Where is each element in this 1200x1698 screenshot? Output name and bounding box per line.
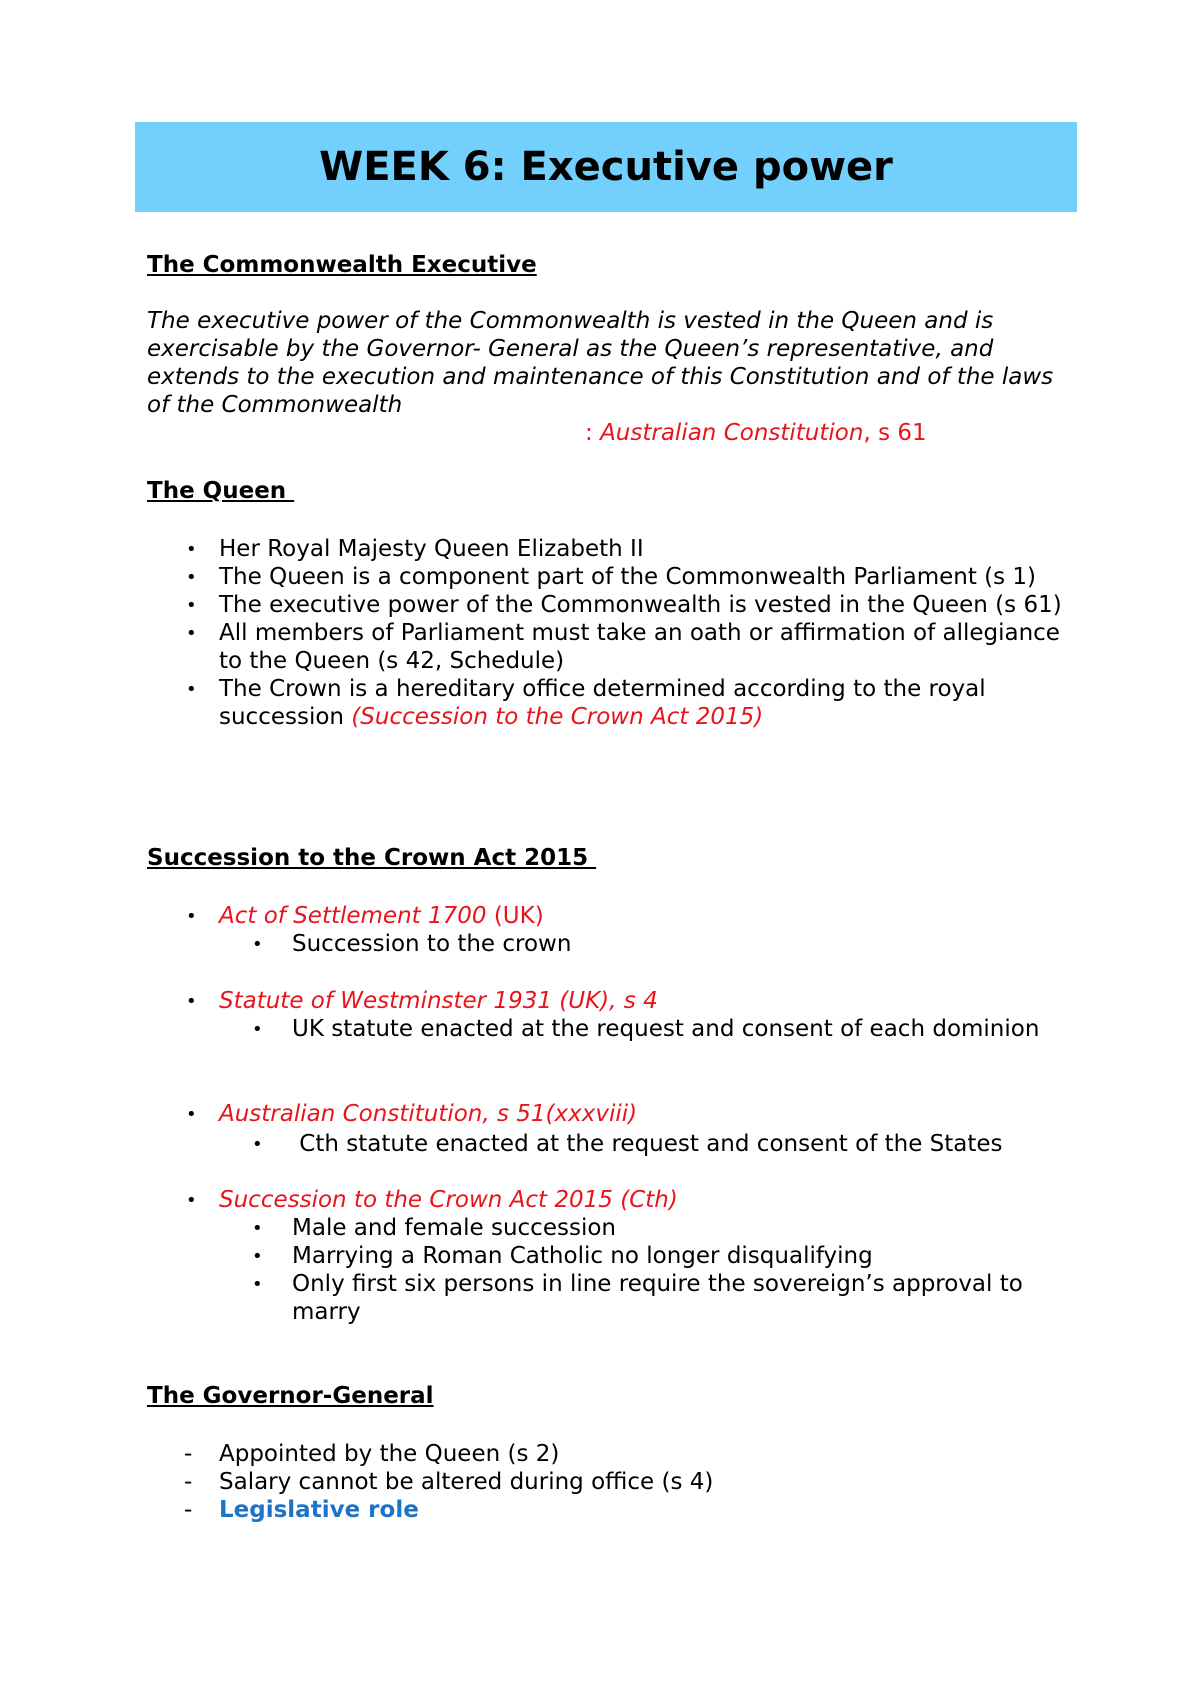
succession-item-3 [186,1100,1074,1128]
list-item [186,591,1074,619]
list-item [252,1214,1072,1242]
bullet-icon: • [186,906,197,927]
bullet-icon: • [186,679,197,700]
list-item [252,1015,1072,1043]
bullet-icon: • [186,1104,197,1125]
quote-citation [585,420,927,446]
bullet-icon: • [186,623,197,644]
act-reference: Succession to the Crown Act 2015 (Cth) [219,1187,678,1213]
act-reference: Statute of Westminster 1931 (UK), s 4 [219,988,658,1014]
governor-general-list [184,1440,1074,1524]
list-item-text: All members of Parliament must take an oath or affirmation of allegiance to the Queen (s 42, Schedule) [219,620,1060,674]
list-item-text: Salary cannot be altered during office (s 4) [219,1469,714,1495]
succession-subitems-4 [252,1214,1072,1326]
bullet-icon: • [252,934,263,955]
dash-icon: - [184,1441,193,1467]
citation-section: , s 61 [863,420,927,446]
list-item [252,930,1072,958]
list-item-text: Appointed by the Queen (s 2) [219,1441,560,1467]
list-item [186,987,1074,1015]
heading-governor-general: The Governor-General [147,1383,434,1409]
act-reference: Act of Settlement 1700 [219,903,487,929]
list-item [186,1100,1074,1128]
dash-icon: - [184,1469,193,1495]
heading-succession-act: Succession to the Crown Act 2015 [147,845,597,871]
list-item [186,1186,1074,1214]
list-item [184,1468,1074,1496]
list-item [184,1496,1074,1524]
bullet-icon: • [186,1190,197,1211]
heading-commonwealth-executive: The Commonwealth Executive [147,252,537,278]
bullet-icon: • [252,1274,263,1295]
succession-item-2 [186,987,1074,1015]
list-item-text: The Queen is a component part of the Commonwealth Parliament (s 1) [219,564,1037,590]
act-reference: (Succession to the Crown Act 2015) [351,704,764,730]
bullet-icon: • [252,1246,263,1267]
list-item-text: Succession to the crown [292,931,572,957]
list-item [186,675,1074,731]
list-item [184,1440,1074,1468]
act-reference: Australian Constitution, s 51(xxxviii) [219,1101,638,1127]
heading-the-queen: The Queen [147,478,295,504]
list-item-text: Only first six persons in line require the sovereign’s approval to marry [292,1271,1023,1325]
succession-subitems-3 [252,1130,1072,1158]
list-item-text: Her Royal Majesty Queen Elizabeth II [219,536,644,562]
list-item-text: Cth statute enacted at the request and consent of the States [292,1131,1003,1157]
list-item [186,563,1074,591]
list-item [252,1130,1072,1158]
list-item [186,535,1074,563]
succession-item-4 [186,1186,1074,1214]
bullet-icon: • [186,991,197,1012]
bullet-icon: • [186,595,197,616]
act-jurisdiction: (UK) [486,903,544,929]
list-item-text: The executive power of the Commonwealth is vested in the Queen (s 61) [219,592,1062,618]
list-item-text: Marrying a Roman Catholic no longer disqualifying [292,1243,873,1269]
citation-prefix: : [585,420,601,446]
list-item [186,902,1074,930]
succession-subitems-2 [252,1015,1072,1043]
list-item-text: The Crown is a hereditary office determined according to the royal succession [219,676,986,730]
title-banner [135,122,1077,212]
list-item [252,1242,1072,1270]
dash-icon: - [184,1497,193,1523]
succession-subitems-1 [252,930,1072,958]
list-item [252,1270,1072,1326]
bullet-icon: • [252,1019,263,1040]
list-item [186,619,1074,675]
list-item-text: UK statute enacted at the request and consent of each dominion [292,1016,1040,1042]
bullet-icon: • [252,1218,263,1239]
constitution-quote: The executive power of the Commonwealth is vested in the Queen and is exercisable by the Governor- General as the Queen’s representative, and extends to the execution and maintenance of this Constitution and of the laws of the Commonwealth [147,308,1054,418]
bullet-icon: • [252,1134,263,1155]
citation-title: Australian Constitution [600,420,864,446]
queen-bullet-list [186,535,1074,731]
bullet-icon: • [186,539,197,560]
legislative-role-label: Legislative role [219,1497,419,1523]
list-item-text: Male and female succession [292,1215,616,1241]
bullet-icon: • [186,567,197,588]
page-title: WEEK 6: Executive power [319,144,893,190]
succession-item-1 [186,902,1074,930]
